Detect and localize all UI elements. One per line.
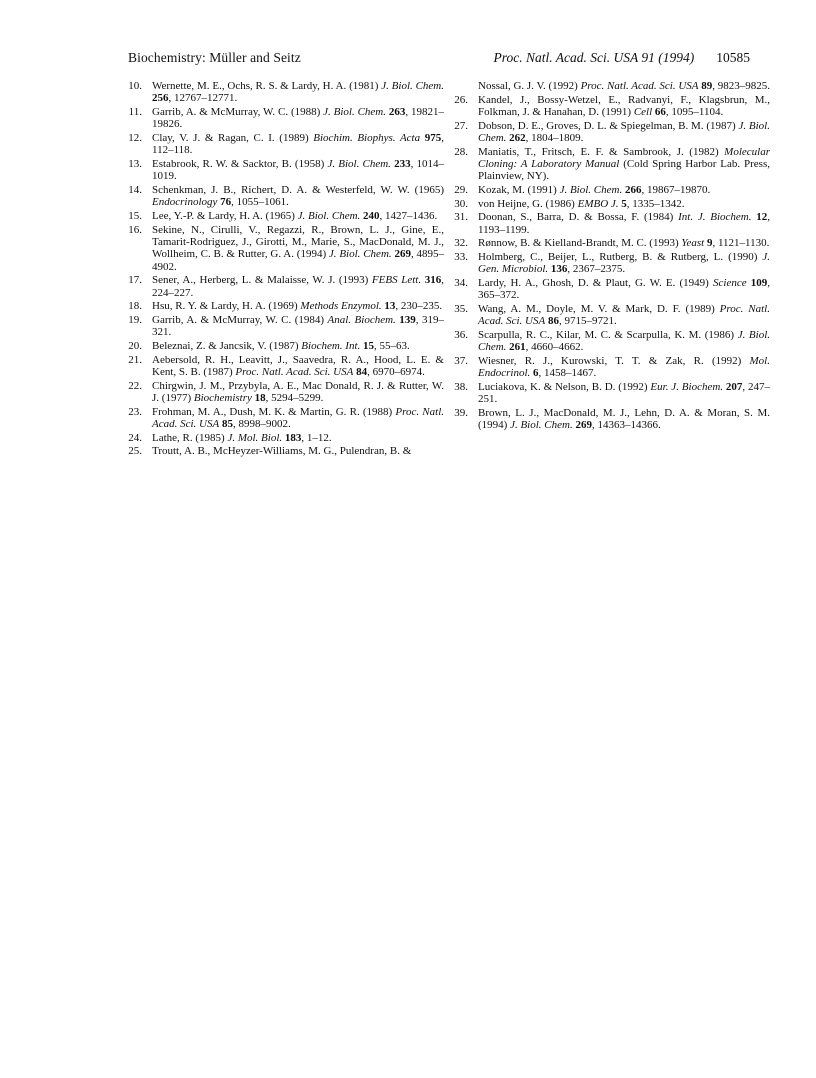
ref-journal: Science	[713, 276, 747, 289]
ref-pages: , 1095–1104.	[665, 106, 724, 118]
ref-authors: Troutt, A. B., McHeyzer-Williams, M. G., Pulendran, B. &	[152, 445, 412, 458]
ref-authors: Kozak, M. (1991)	[478, 184, 560, 196]
ref-pages: , 1804–1809.	[525, 132, 584, 144]
ref-authors: Wang, A. M., Doyle, M. V. & Mark, D. F. (1989)	[478, 302, 720, 315]
ref-volume: 263	[388, 106, 406, 118]
ref-authors: Lardy, H. A., Ghosh, D. & Plaut, G. W. E. (1949)	[478, 276, 713, 289]
page-number: 10585	[716, 50, 750, 65]
ref-number: 33.	[454, 250, 468, 263]
ref-authors: Lee, Y.-P. & Lardy, H. A. (1965)	[152, 210, 298, 222]
reference-continuation	[452, 80, 770, 92]
ref-volume: 13	[384, 300, 396, 313]
ref-journal: J. Mol. Biol.	[227, 431, 283, 444]
ref-volume: 136	[550, 263, 568, 276]
ref-authors: Rønnow, B. & Kielland-Brandt, M. C. (1993)	[478, 237, 682, 250]
ref-volume: 266	[624, 184, 642, 196]
ref-number: 10.	[128, 80, 142, 92]
ref-journal: Yeast	[681, 237, 705, 250]
ref-authors: Doonan, S., Barra, D. & Bossa, F. (1984)	[478, 211, 679, 224]
ref-number: 29.	[454, 184, 468, 196]
ref-volume: 269	[575, 419, 592, 432]
ref-number: 30.	[454, 197, 468, 210]
ref-pages: , 6970–6974.	[367, 366, 425, 378]
ref-volume: 183	[284, 431, 302, 444]
ref-pages: , 1458–1467.	[538, 367, 597, 380]
ref-pages: , 1055–1061.	[231, 196, 289, 209]
ref-volume: 261	[509, 341, 526, 354]
running-header-authors: Biochemistry: Müller and Seitz	[128, 50, 301, 65]
ref-journal: Proc. Natl. Acad. Sci. USA	[580, 80, 699, 92]
ref-authors: Garrib, A. & McMurray, W. C. (1984)	[152, 314, 328, 326]
ref-authors: Frohman, M. A., Dush, M. K. & Martin, G. R. (1988)	[152, 405, 396, 418]
ref-authors: Dobson, D. E., Groves, D. L. & Spiegelman, B. M. (1987)	[478, 119, 739, 132]
ref-journal: J. Biol. Chem.	[381, 80, 444, 92]
references-right-column	[452, 80, 770, 433]
ref-number: 11.	[128, 106, 142, 118]
ref-journal: Anal. Biochem.	[327, 314, 396, 326]
ref-pages: , 1014–1019.	[152, 158, 444, 183]
ref-volume: 85	[221, 418, 233, 430]
ref-journal: J. Biol. Chem.	[478, 328, 770, 354]
ref-pages: , 55–63.	[374, 340, 410, 352]
ref-journal: Biochem. Int.	[301, 340, 361, 352]
ref-journal: FEBS Lett.	[371, 274, 422, 287]
reference-item	[452, 120, 770, 145]
ref-pages: , 9823–9825.	[712, 80, 771, 92]
ref-volume: 84	[356, 366, 368, 378]
ref-volume: 316	[424, 274, 442, 287]
reference-item	[452, 277, 770, 302]
ref-volume: 89	[701, 80, 713, 92]
ref-journal: J. Biol. Chem.	[478, 119, 770, 144]
ref-journal: Mol. Endocrinol.	[478, 354, 770, 380]
ref-number: 37.	[454, 354, 468, 367]
ref-volume: 12	[756, 211, 768, 224]
ref-volume: 207	[725, 380, 743, 393]
ref-authors: Aebersold, R. H., Leavitt, J., Saavedra, R. A., Hood, L. E. & Kent, S. B. (1987)	[152, 353, 444, 378]
ref-authors: Schenkman, J. B., Richert, D. A. & Westerfeld, W. W. (1965)	[152, 184, 444, 196]
journal-citation: Proc. Natl. Acad. Sci. USA 91 (1994)	[493, 50, 695, 65]
ref-authors: Maniatis, T., Fritsch, E. F. & Sambrook, J. (1982)	[478, 145, 725, 158]
reference-item	[452, 198, 770, 210]
ref-authors: Chirgwin, J. M., Przybyla, A. E., Mac Donald, R. J. & Rutter, W. J. (1977)	[152, 379, 444, 404]
ref-journal: J. Biol. Chem.	[510, 419, 573, 432]
ref-journal: Methods Enzymol.	[300, 300, 382, 313]
ref-number: 28.	[454, 145, 468, 158]
ref-volume: 139	[399, 314, 416, 326]
ref-authors: Estabrook, R. W. & Sacktor, B. (1958)	[152, 158, 328, 170]
ref-journal: J. Biol. Chem.	[323, 106, 387, 118]
reference-item	[452, 329, 770, 354]
reference-item	[126, 158, 444, 183]
ref-pages: , 4660–4662.	[525, 341, 584, 354]
reference-item	[126, 314, 444, 339]
ref-authors: Clay, V. J. & Ragan, C. I. (1989)	[152, 132, 314, 144]
ref-number: 25.	[128, 445, 142, 458]
ref-number: 16.	[128, 223, 142, 236]
ref-number: 34.	[454, 276, 468, 289]
ref-number: 17.	[128, 274, 142, 287]
ref-pages: , 14363–14366.	[591, 419, 661, 432]
reference-item	[452, 211, 770, 236]
ref-journal: Proc. Natl. Acad. Sci. USA	[478, 302, 770, 328]
ref-number: 22.	[128, 379, 142, 392]
ref-journal: Eur. J. Biochem.	[650, 380, 724, 393]
ref-authors: Garrib, A. & McMurray, W. C. (1988)	[152, 106, 324, 118]
reference-item	[126, 406, 444, 431]
ref-journal: Molecular Cloning: A Laboratory Manual	[478, 145, 770, 170]
ref-authors: Kandel, J., Bossy-Wetzel, E., Radvanyi, F., Klagsbrun, M., Folkman, J. & Hanahan, D. (1991)	[478, 93, 770, 118]
reference-item	[126, 445, 444, 457]
ref-pages: , 1–12.	[301, 431, 332, 444]
ref-authors: Lathe, R. (1985)	[152, 431, 228, 444]
running-header-journal	[494, 50, 750, 66]
ref-authors: Holmberg, C., Beijer, L., Rutberg, B. & Rutberg, L. (1990)	[478, 250, 763, 263]
ref-authors: Luciakova, K. & Nelson, B. D. (1992)	[478, 380, 651, 393]
ref-authors: Scarpulla, R. C., Kilar, M. C. & Scarpulla, K. M. (1986)	[478, 328, 738, 341]
ref-journal: Int. J. Biochem.	[678, 211, 752, 224]
ref-pages: , 9715–9721.	[558, 315, 617, 328]
ref-number: 13.	[128, 158, 142, 170]
ref-volume: 233	[394, 158, 411, 170]
ref-number: 27.	[454, 119, 468, 132]
reference-item	[452, 94, 770, 119]
ref-number: 39.	[454, 406, 468, 419]
reference-item	[452, 237, 770, 249]
ref-pages: , 19821–19826.	[152, 106, 445, 131]
ref-journal: Proc. Natl. Acad. Sci. USA	[152, 405, 444, 430]
ref-pages: , 4895–4902.	[152, 248, 445, 273]
ref-number: 14.	[128, 184, 142, 196]
ref-pages: , 1193–1199.	[478, 211, 771, 236]
ref-journal: EMBO J.	[577, 197, 619, 210]
reference-item	[126, 106, 444, 131]
ref-authors: Wiesner, R. J., Kurowski, T. T. & Zak, R. (1992)	[478, 354, 750, 367]
ref-volume: 18	[254, 392, 266, 404]
ref-volume: 109	[750, 276, 768, 289]
ref-volume: 66	[654, 106, 666, 118]
reference-item	[126, 380, 444, 405]
reference-item	[452, 381, 770, 406]
reference-item	[452, 184, 770, 196]
ref-pages: , 365–372.	[478, 276, 770, 302]
reference-item	[126, 354, 444, 379]
ref-number: 20.	[128, 340, 142, 352]
ref-authors: Brown, L. J., MacDonald, M. J., Lehn, D. A. & Moran, S. M. (1994)	[478, 406, 770, 432]
ref-pages: , 8998–9002.	[232, 418, 291, 430]
ref-pages: , 247–251.	[478, 380, 770, 406]
ref-volume: 15	[363, 340, 374, 352]
reference-item	[126, 340, 444, 352]
ref-journal: Biochemistry	[193, 392, 252, 404]
ref-pages: , 319–321.	[152, 314, 444, 339]
ref-number: 24.	[128, 431, 142, 444]
ref-authors: Sekine, N., Cirulli, V., Regazzi, R., Brown, L. J., Gine, E., Tamarit-Rodriguez, J., Girotti, M., Marie, S., MacDonald, M. J., Wollheim, C. B. & Rutter, G. A. (1994)	[152, 223, 444, 261]
reference-item	[126, 274, 444, 299]
reference-item	[126, 132, 444, 157]
ref-volume: 5	[621, 197, 627, 210]
ref-journal: Proc. Natl. Acad. Sci. USA	[235, 366, 354, 378]
ref-number: 12.	[128, 132, 142, 144]
ref-pages: , 2367–2375.	[567, 263, 626, 276]
ref-pages: , 112–118.	[152, 132, 445, 157]
ref-pages: (Cold Spring Harbor Lab. Press, Plainview, NY).	[478, 158, 770, 183]
ref-pages: , 230–235.	[395, 300, 443, 313]
ref-authors: Beleznai, Z. & Jancsik, V. (1987)	[152, 340, 302, 352]
ref-volume: 6	[533, 367, 539, 380]
ref-pages: , 1335–1342.	[626, 197, 685, 210]
ref-pages: , 1121–1130.	[712, 237, 770, 250]
ref-number: 38.	[454, 380, 468, 393]
reference-item	[126, 80, 444, 105]
ref-volume: 240	[363, 210, 380, 222]
ref-pages: , 224–227.	[152, 274, 445, 299]
ref-authors: Nossal, G. J. V. (1992)	[478, 80, 581, 92]
ref-number: 32.	[454, 237, 468, 250]
reference-item	[126, 210, 444, 222]
ref-journal: J. Biol. Chem.	[328, 248, 392, 261]
ref-number: 36.	[454, 328, 468, 341]
ref-volume: 76	[220, 196, 232, 209]
reference-item	[126, 300, 444, 312]
ref-volume: 86	[547, 315, 559, 328]
ref-pages: , 19867–19870.	[641, 184, 711, 196]
ref-number: 19.	[128, 314, 142, 326]
ref-number: 21.	[128, 353, 142, 366]
ref-pages: , 1427–1436.	[379, 210, 438, 222]
ref-authors: Hsu, R. Y. & Lardy, H. A. (1969)	[152, 300, 301, 313]
reference-item	[452, 251, 770, 276]
ref-number: 35.	[454, 302, 468, 315]
ref-number: 31.	[454, 211, 468, 224]
ref-volume: 975	[424, 132, 442, 144]
ref-number: 18.	[128, 300, 142, 313]
ref-journal: Biochim. Biophys. Acta	[313, 132, 421, 144]
ref-volume: 262	[509, 132, 526, 144]
reference-item	[452, 303, 770, 328]
ref-journal: Endocrinology	[152, 196, 218, 209]
ref-volume: 256	[152, 92, 169, 105]
ref-pages: , 5294–5299.	[265, 392, 324, 404]
ref-journal: J. Biol. Chem.	[327, 158, 391, 170]
ref-authors: Sener, A., Herberg, L. & Malaisse, W. J. (1993)	[152, 274, 372, 287]
ref-number: 15.	[128, 210, 142, 222]
reference-item	[126, 224, 444, 274]
reference-item	[452, 146, 770, 183]
ref-pages: , 12767–12771.	[168, 92, 238, 105]
reference-item	[452, 407, 770, 432]
ref-authors: von Heijne, G. (1986)	[478, 197, 578, 210]
ref-authors: Wernette, M. E., Ochs, R. S. & Lardy, H. A. (1981)	[152, 80, 382, 92]
ref-journal: J. Gen. Microbiol.	[478, 250, 770, 276]
ref-journal: Cell	[633, 106, 653, 118]
references-left-column	[126, 80, 444, 459]
ref-number: 26.	[454, 93, 468, 106]
ref-number: 23.	[128, 405, 142, 418]
ref-volume: 269	[394, 248, 411, 261]
ref-journal: J. Biol. Chem.	[297, 210, 361, 222]
ref-journal: J. Biol. Chem.	[559, 184, 623, 196]
reference-item	[126, 184, 444, 209]
reference-item	[126, 432, 444, 444]
reference-item	[452, 355, 770, 380]
ref-volume: 9	[706, 237, 713, 250]
